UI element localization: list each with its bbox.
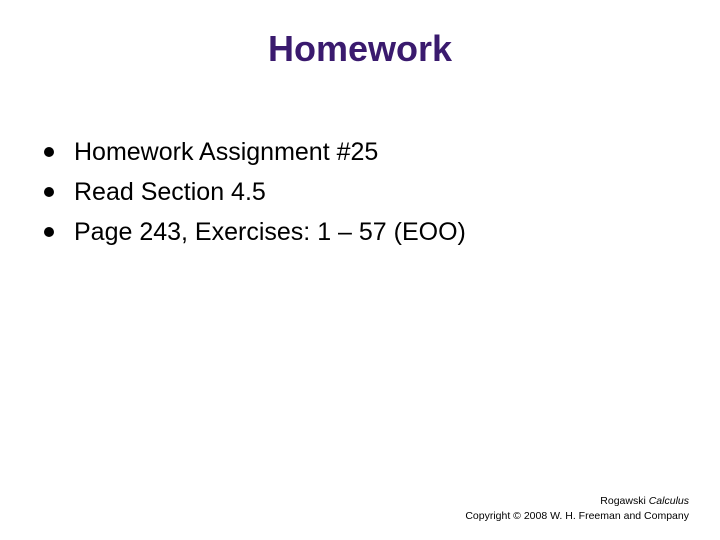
footer-credit <box>465 494 689 524</box>
bullet-icon <box>44 227 54 237</box>
footer-copyright: Copyright © 2008 W. H. Freeman and Company <box>465 510 689 522</box>
list-item <box>44 172 466 212</box>
list-item <box>44 212 466 252</box>
footer-author: Rogawski <box>600 495 646 507</box>
bullet-text: Homework Assignment #25 <box>74 137 379 166</box>
bullet-text: Read Section 4.5 <box>74 177 266 206</box>
slide-title: Homework <box>267 28 453 69</box>
bullet-icon <box>44 187 54 197</box>
bullet-text: Page 243, Exercises: 1 – 57 (EOO) <box>74 217 466 246</box>
footer-book-title: Calculus <box>648 495 689 507</box>
footer-book-line <box>465 494 689 509</box>
bullet-icon <box>44 147 54 157</box>
list-item <box>44 132 466 172</box>
bullet-list <box>44 132 466 252</box>
